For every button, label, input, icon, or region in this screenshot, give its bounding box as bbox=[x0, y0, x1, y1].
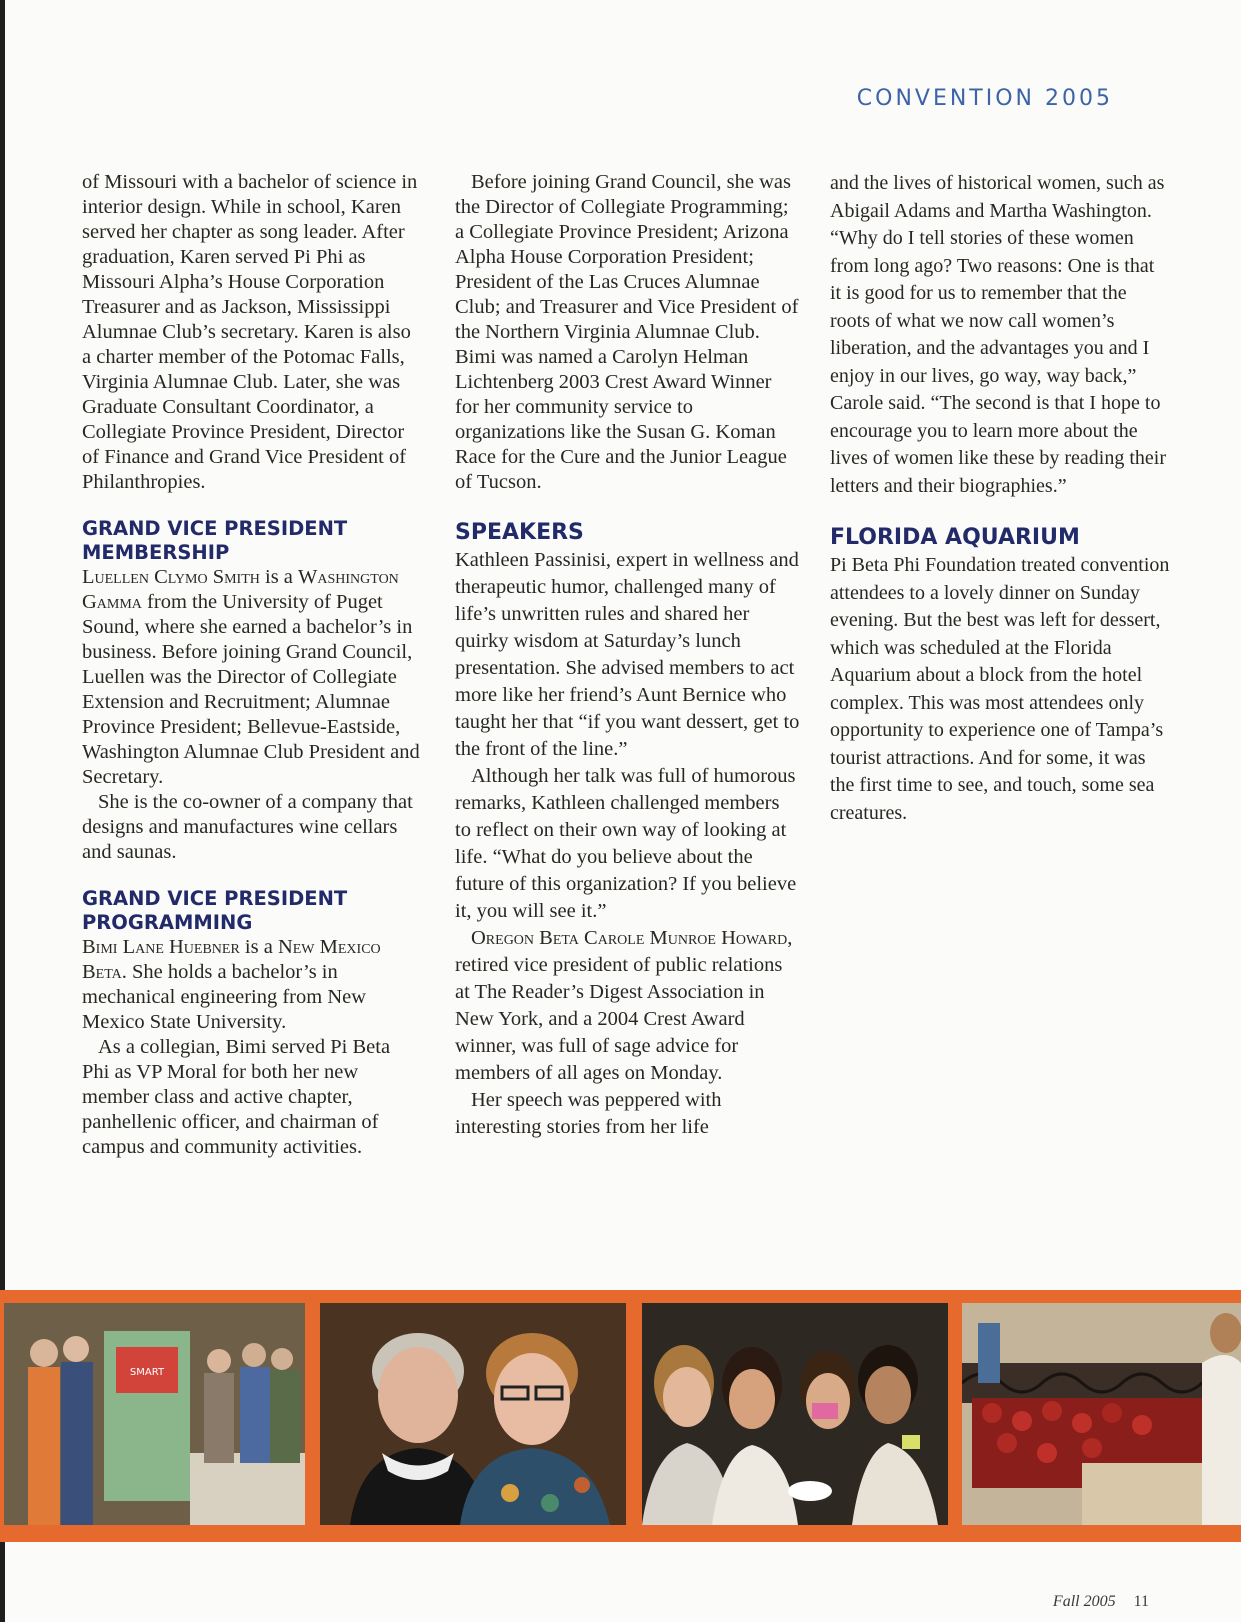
portrait-illustration bbox=[320, 1303, 626, 1525]
collegians-illustration bbox=[642, 1303, 948, 1525]
person-name: Luellen Clymo Smith bbox=[82, 566, 260, 588]
chapter-name: New Mexico Beta bbox=[82, 936, 381, 983]
heading-programming: GRAND VICE PRESIDENT PROGRAMMING bbox=[82, 887, 348, 934]
photo-collegians bbox=[642, 1303, 948, 1525]
paragraph: Although her talk was full of humorous remarks, Kathleen challenged members to reflect on their own way of looking at life. “What do you believe about the future of this organization? If you believe it, you will see it.” bbox=[455, 765, 797, 922]
paragraph: Before joining Grand Council, she was the Director of Collegiate Programming; a Collegiate Province President; Arizona Alpha House Corporation President; President of the Las Cruces Alumnae Club; and Treasurer and Vice President of the Northern Virginia Alumnae Club. Bimi was named a Carolyn Helman Lichtenberg 2003 Crest Award Winner for her community service to organizations like the Susan G. Koman Race for the Cure and the Junior League of Tucson. bbox=[455, 171, 799, 493]
paragraph: Pi Beta Phi Foundation treated convention attendees to a lovely dinner on Sunday evening. But the best was left for dessert, which was scheduled at the Florida Aquarium about a block from the hotel complex. This was most attendees only opportunity to experience one of Tampa’s tourist attractions. And for some, it was the first time to see, and touch, some sea creatures. bbox=[830, 554, 1170, 824]
photo-two-women bbox=[320, 1303, 626, 1525]
chapter-name: Washington Gamma bbox=[82, 566, 399, 613]
section-header: CONVENTION 2005 bbox=[856, 86, 1113, 111]
paragraph: Bimi Lane Huebner is a New Mexico Beta. She holds a bachelor’s in mechanical engineering from New Mexico State University. bbox=[82, 936, 381, 1033]
paragraph: Oregon Beta Carole Munroe Howard, retired vice president of public relations at The Reader’s Digest Association in New York, and a 2004 Crest Award winner, was full of sage advice for members of all ages on Monday. bbox=[455, 927, 793, 1084]
aquarium-illustration bbox=[962, 1303, 1241, 1525]
photo-strip bbox=[0, 1290, 1241, 1542]
column-3 bbox=[830, 170, 1170, 827]
booth-illustration bbox=[4, 1303, 305, 1525]
photo-booth-group bbox=[4, 1303, 305, 1525]
heading-speakers: SPEAKERS bbox=[455, 520, 584, 545]
heading-aquarium: FLORIDA AQUARIUM bbox=[830, 525, 1080, 550]
page-footer bbox=[1053, 1593, 1149, 1611]
heading-membership: GRAND VICE PRESIDENT MEMBERSHIP bbox=[82, 517, 348, 564]
person-name: Oregon Beta Carole Munroe Howard bbox=[471, 927, 788, 949]
booth-banner-text: SMART bbox=[129, 1367, 165, 1378]
person-name: Bimi Lane Huebner bbox=[82, 936, 240, 958]
column-2 bbox=[455, 170, 800, 1141]
column-1 bbox=[82, 170, 422, 1160]
paragraph: and the lives of historical women, such as Abigail Adams and Martha Washington. “Why do I tell stories of these women from long ago? Two reasons: One is that it is good for us to remember that the roots of what we now call women’s liberation, and the advantages you and I enjoy in our lives, go way, way back,” Carole said. “The second is that I hope to encourage you to learn more about the lives of women like these by reading their letters and their biographies.” bbox=[830, 172, 1167, 497]
photo-aquarium-flowers bbox=[962, 1303, 1241, 1525]
paragraph: Her speech was peppered with interesting stories from her life bbox=[455, 1089, 722, 1138]
issue-label: Fall 2005 bbox=[1052, 1593, 1116, 1610]
page-number: 11 bbox=[1133, 1593, 1149, 1610]
paragraph: She is the co-owner of a company that designs and manufactures wine cellars and saunas. bbox=[82, 791, 413, 863]
paragraph: Kathleen Passinisi, expert in wellness and therapeutic humor, challenged many of life’s unwritten rules and shared her quirky wisdom at Saturday’s lunch presentation. She advised members to act more like her friend’s Aunt Bernice who taught her that “if you want dessert, get to the front of the line.” bbox=[455, 549, 800, 760]
paragraph: As a collegian, Bimi served Pi Beta Phi as VP Moral for both her new member class and active chapter, panhellenic officer, and chairman of campus and community activities. bbox=[82, 1036, 391, 1158]
paragraph: of Missouri with a bachelor of science in interior design. While in school, Karen served her chapter as song leader. After graduation, Karen served Pi Phi as Missouri Alpha’s House Corporation Treasurer and as Jackson, Mississippi Alumnae Club’s secretary. Karen is also a charter member of the Potomac Falls, Virginia Alumnae Club. Later, she was Graduate Consultant Coordinator, a Collegiate Province President, Director of Finance and Grand Vice President of Philanthropies. bbox=[82, 171, 418, 493]
paragraph: Luellen Clymo Smith is a Washington Gamma from the University of Puget Sound, where she earned a bachelor’s in business. Before joining Grand Council, Luellen was the Director of Collegiate Extension and Recruitment; Alumnae Province President; Bellevue-Eastside, Washington Alumnae Club President and Secretary. bbox=[82, 566, 420, 788]
